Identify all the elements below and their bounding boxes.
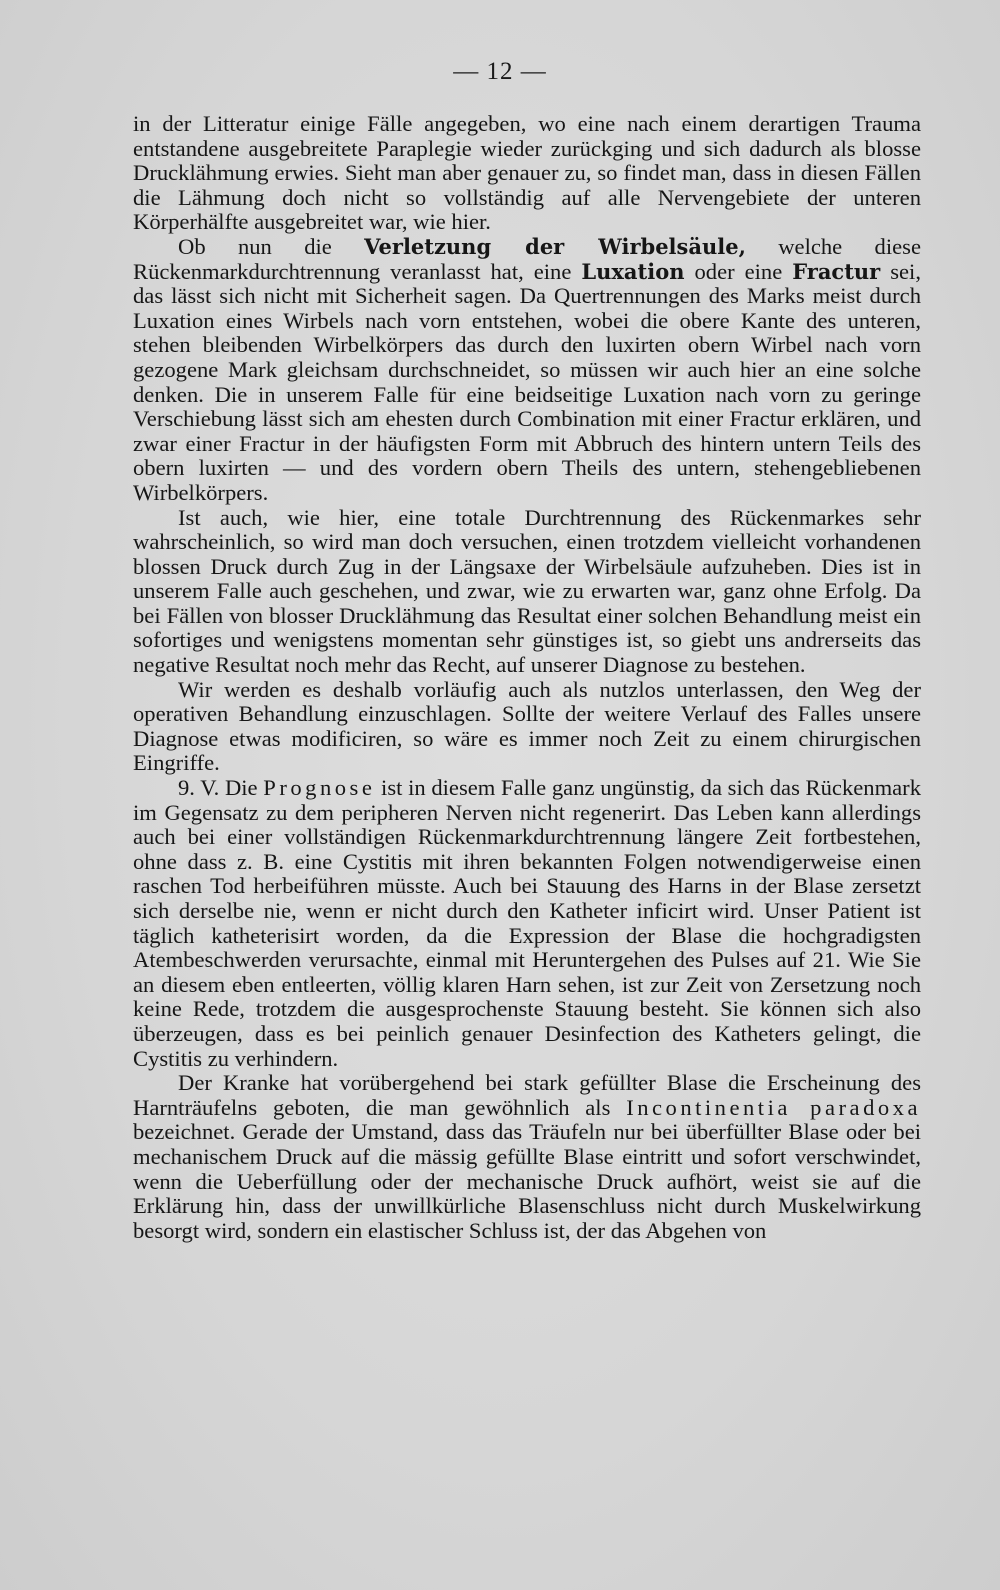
- text-run: Ist auch, wie hier, eine totale Durchtrennung des Rückenmarkes sehr wahrscheinlich, so wird man doch versuchen, einen trotzdem vielleicht vorhandenen blossen Druck durch Zug in der Längsaxe der Wirbelsäule aufzuheben. Dies ist in unserem Falle auch geschehen, und zwar, wie zu erwarten war, ganz ohne Erfolg. Da bei Fällen von blosser Drucklähmung das Resultat einer solchen Behandlung meist ein sofortiges und wenigstens momentan sehr günstiges ist, so giebt uns andrerseits das negative Resultat noch mehr das Recht, auf unserer Diagnose zu bestehen.: [133, 504, 921, 678]
- text-run: bezeichnet. Gerade der Umstand, dass das Träufeln nur bei überfüllter Blase oder bei mechanischem Druck auf die mässig gefüllte Blase eintritt und sofort verschwindet, wenn die Ueberfüllung oder der mechanische Druck aufhört, weist sie auf die Erklärung hin, dass der unwillkürliche Blasenschluss nicht durch Muskelwirkung besorgt wird, sondern ein elastischer Schluss ist, der das Abgehen von: [133, 1119, 921, 1243]
- bold-term: Fractur: [792, 258, 881, 284]
- paragraph-p4: [133, 678, 921, 776]
- spaced-term: Prognose: [263, 775, 376, 801]
- bold-term: Luxation: [581, 258, 685, 284]
- paragraph-p6: [133, 1071, 921, 1243]
- paragraph-p2: [133, 235, 921, 506]
- bold-term: Verletzung der Wirbelsäule,: [364, 233, 746, 259]
- spaced-term: Incontinentia paradoxa: [626, 1094, 921, 1120]
- text-run: sei, das lässt sich nicht mit Sicherheit sagen. Da Quertrennungen des Marks meist durch Luxation eines Wirbels nach vorn entstehen, wobei die obere Kante des unteren, stehen bleibenden Wirbelkörpers das durch den luxirten obern Wirbel nach vorn gezogene Mark gleichsam durchschneidet, so müssen wir auch hier an eine solche denken. Die in unserem Falle für eine beidseitige Luxation nach vorn zu geringe Verschiebung lässt sich am ehesten durch Combination mit einer Fractur erklären, und zwar einer Fractur in der häufigsten Form mit Abbruch des hintern untern Teils des obern luxirten — und des vordern obern Theils des untern, stehengebliebenen Wirbelkörpers.: [133, 258, 921, 505]
- paragraph-p3: [133, 506, 921, 678]
- text-run: oder eine: [684, 258, 793, 284]
- text-run: welche diese Rückenmarkdurchtrennung veranlasst hat, eine: [133, 233, 921, 284]
- paragraph-p5: [133, 776, 921, 1071]
- text-run: ist in diesem Falle ganz ungünstig, da sich das Rückenmark im Gegensatz zu dem peripheren Nerven nicht regenerirt. Das Leben kann allerdings auch bei einer vollständigen Rückenmarkdurchtrennung längere Zeit fortbestehen, ohne dass z. B. eine Cystitis mit ihren bekannten Folgen notwendigerweise einen raschen Tod herbeiführen müsste. Auch bei Stauung des Harns in der Blase zersetzt sich derselbe nie, wenn er nicht durch den Katheter inficirt wird. Unser Patient ist täglich katheterisirt worden, da die Expression der Blase die hochgradigsten Atembeschwerden verursachte, einmal mit Heruntergehen des Pulses auf 21. Wie Sie an diesem eben entleerten, völlig klaren Harn sehen, ist zur Zeit von Zersetzung noch keine Rede, trotzdem die ausgesprochenste Stauung besteht. Sie können sich also überzeugen, dass es bei peinlich genauer Desinfection des Katheters gelingt, die Cystitis zu verhindern.: [133, 775, 921, 1071]
- text-run: Der Kranke hat vorübergehend bei stark gefüllter Blase die Erscheinung des Harnträufelns geboten, die man gewöhnlich als: [133, 1070, 921, 1120]
- paragraph-p1: [133, 112, 921, 235]
- body-text: [133, 112, 921, 1243]
- text-run: in der Litteratur einige Fälle angegeben, wo eine nach einem derartigen Trauma entstandene ausgebreitete Paraplegie wieder zurückging und sich dadurch als blosse Drucklähmung erwies. Sieht man aber genauer zu, so findet man, dass in diesen Fällen die Lähmung doch nicht so vollständig auf alle Nervengebiete der unteren Körperhälfte ausgebreitet war, wie hier.: [133, 111, 921, 235]
- text-run: Wir werden es deshalb vorläufig auch als nutzlos unterlassen, den Weg der operativen Behandlung einzuschlagen. Sollte der weitere Verlauf des Falles unsere Diagnose etwas modificiren, so wäre es immer noch Zeit zu einem chirurgischen Eingriffe.: [133, 676, 921, 776]
- page-number: — 12 —: [453, 58, 547, 85]
- text-run: Ob nun die: [178, 233, 365, 259]
- text-run: 9. V. Die: [178, 775, 264, 801]
